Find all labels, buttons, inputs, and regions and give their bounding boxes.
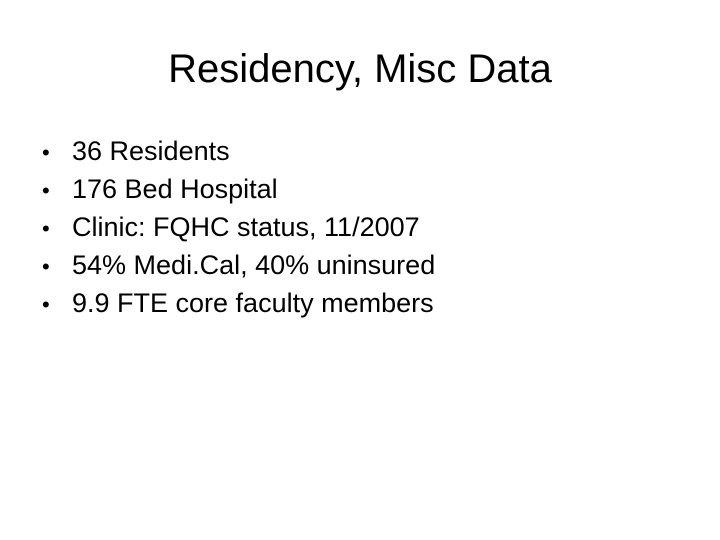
bullet-item [42, 208, 435, 246]
bullet-item [42, 246, 435, 284]
bullet-text: 176 Bed Hospital [72, 174, 278, 204]
bullet-icon: • [42, 292, 50, 317]
bullet-text: 9.9 FTE core faculty members [72, 288, 434, 318]
bullet-text: 54% Medi.Cal, 40% uninsured [72, 250, 436, 280]
bullet-text: 36 Residents [72, 136, 230, 166]
bullet-icon: • [42, 140, 50, 165]
bullet-text: Clinic: FQHC status, 11/2007 [72, 212, 420, 242]
bullet-item [42, 284, 435, 322]
slide-title: Residency, Misc Data [168, 47, 552, 91]
bullet-icon: • [42, 216, 50, 241]
bullet-item [42, 132, 435, 170]
bullet-icon: • [42, 254, 50, 279]
bullet-item [42, 170, 435, 208]
bullet-list [42, 132, 435, 322]
bullet-icon: • [42, 178, 50, 203]
